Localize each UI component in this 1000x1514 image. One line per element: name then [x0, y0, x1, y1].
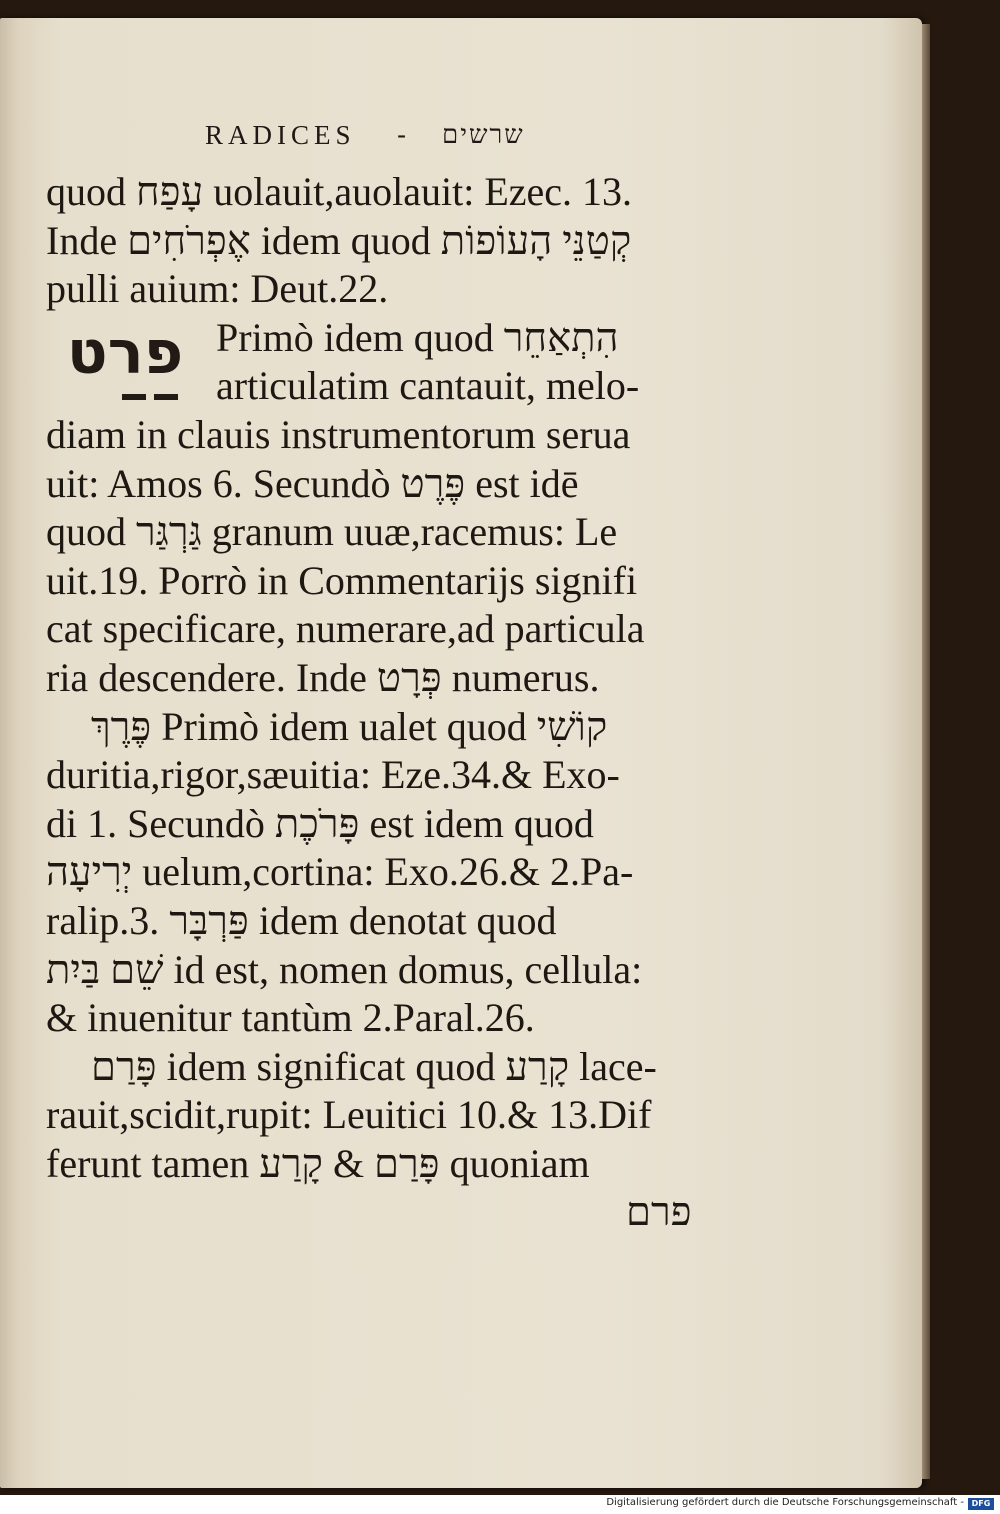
- text-line: uit.19. Porrò in Commentarijs signifi: [46, 557, 638, 603]
- running-head-separator: -: [397, 120, 409, 151]
- text-line: quod עָפַח uolauit,auolauit: Ezec. 13.: [46, 169, 633, 214]
- text-line: di 1. Secundò פָּרֹכֶת est idem quod: [46, 800, 594, 846]
- page-edge: [922, 24, 930, 1479]
- running-head: [205, 120, 705, 160]
- text-line: & inuenitur tantùm 2.Paral.26.: [46, 995, 535, 1041]
- text-line: duritia,rigor,sæuitia: Eze.34.& Exo-: [46, 752, 620, 798]
- running-head-hebrew: שרשים: [442, 120, 525, 150]
- text-line: articulatim cantauit, melo-: [216, 363, 640, 409]
- text-line: ferunt tamen פָּרַם & קָרַע quoniam: [46, 1140, 590, 1186]
- catchword: פרם: [626, 1189, 692, 1235]
- text-line: שֵׁם בַּיִת id est, nomen domus, cellula:: [46, 946, 643, 992]
- text-line: פֶּרֶךְ Primò idem ualet quod קוֹשִׁי: [91, 703, 608, 749]
- text-line: quod גַּרְגַּר granum uuæ,racemus: Le: [46, 509, 618, 555]
- initial-root-word: פרט: [66, 318, 184, 388]
- text-line: Primò idem quod הִתְאַחֵר: [216, 314, 619, 360]
- text-line: rauit,scidit,rupit: Leuitici 10.& 13.Dif: [46, 1092, 652, 1138]
- text-line: pulli auium: Deut.22.: [46, 266, 389, 312]
- text-line: cat specificare, numerare,ad particula: [46, 606, 645, 652]
- funding-credit: Digitalisierung gefördert durch die Deutsche Forschungsgemeinschaft -: [606, 1497, 964, 1508]
- text-line: uit: Amos 6. Secundò פֶּרֶט est idē: [46, 460, 579, 506]
- text-line: Inde אֶפְרֹחִים idem quod קְטַנֵּי הָעוֹפוֹת: [46, 217, 632, 263]
- text-line: ria descendere. Inde פְּרָט numerus.: [46, 654, 600, 700]
- text-line: פָּרַם idem significat quod קָרַע lace-: [91, 1043, 657, 1089]
- dfg-logo-icon: DFG: [968, 1498, 994, 1510]
- text-line: diam in clauis instrumentorum serua: [46, 411, 631, 457]
- text-line: ralip.3. פַּרְבָּר idem denotat quod: [46, 897, 557, 943]
- text-line: יְרִיעָה uelum,cortina: Exo.26.& 2.Pa-: [46, 849, 634, 895]
- running-head-latin: RADICES: [205, 120, 356, 150]
- body-text: [46, 168, 706, 1237]
